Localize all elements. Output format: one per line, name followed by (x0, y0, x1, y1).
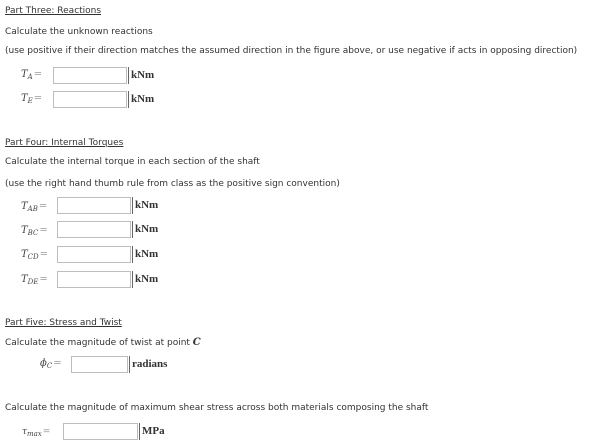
tab-label: $T_{AB}=$ (21, 201, 48, 213)
part5-heading: Part Five: Stress and Twist (5, 318, 122, 328)
part5-instruction-twist: Calculate the magnitude of twist at point C (5, 337, 201, 348)
te-input[interactable] (53, 91, 127, 108)
tab-unit: kNm (132, 197, 158, 214)
tde-unit: kNm (132, 271, 158, 288)
point-c-symbol: C (192, 337, 201, 348)
tcd-input[interactable] (57, 246, 131, 263)
phic-unit: radians (129, 356, 167, 373)
tab-input[interactable] (57, 197, 131, 214)
ta-input[interactable] (53, 67, 127, 84)
taumax-unit: MPa (139, 423, 165, 440)
taumax-label: $\tau_{max}=$ (22, 427, 51, 438)
tde-input[interactable] (57, 271, 131, 288)
phic-input[interactable] (71, 356, 128, 373)
phic-label: $\phi_C=$ (40, 358, 62, 370)
tcd-unit: kNm (132, 246, 158, 263)
te-unit: kNm (128, 91, 154, 108)
part3-note: (use positive if their direction matches the assumed direction in the figure above, or use negative if acts in opposing direction) (5, 46, 578, 56)
tde-label: $T_{DE}=$ (21, 274, 48, 286)
tbc-input[interactable] (57, 221, 131, 238)
part5-instruction-stress: Calculate the magnitude of maximum shear stress across both materials composing the shaft (5, 403, 429, 413)
tbc-unit: kNm (132, 221, 158, 238)
ta-label: $T_A=$ (21, 69, 43, 81)
part4-note: (use the right hand thumb rule from class as the positive sign convention) (5, 179, 340, 189)
tbc-label: $T_{BC}=$ (21, 225, 48, 237)
part3-heading: Part Three: Reactions (5, 6, 102, 16)
part3-instruction: Calculate the unknown reactions (5, 27, 153, 37)
part4-instruction: Calculate the internal torque in each section of the shaft (5, 157, 260, 167)
tcd-label: $T_{CD}=$ (21, 249, 49, 261)
te-label: $T_E=$ (21, 93, 43, 105)
part4-heading: Part Four: Internal Torques (5, 138, 124, 148)
ta-unit: kNm (128, 67, 154, 84)
taumax-input[interactable] (63, 423, 138, 440)
